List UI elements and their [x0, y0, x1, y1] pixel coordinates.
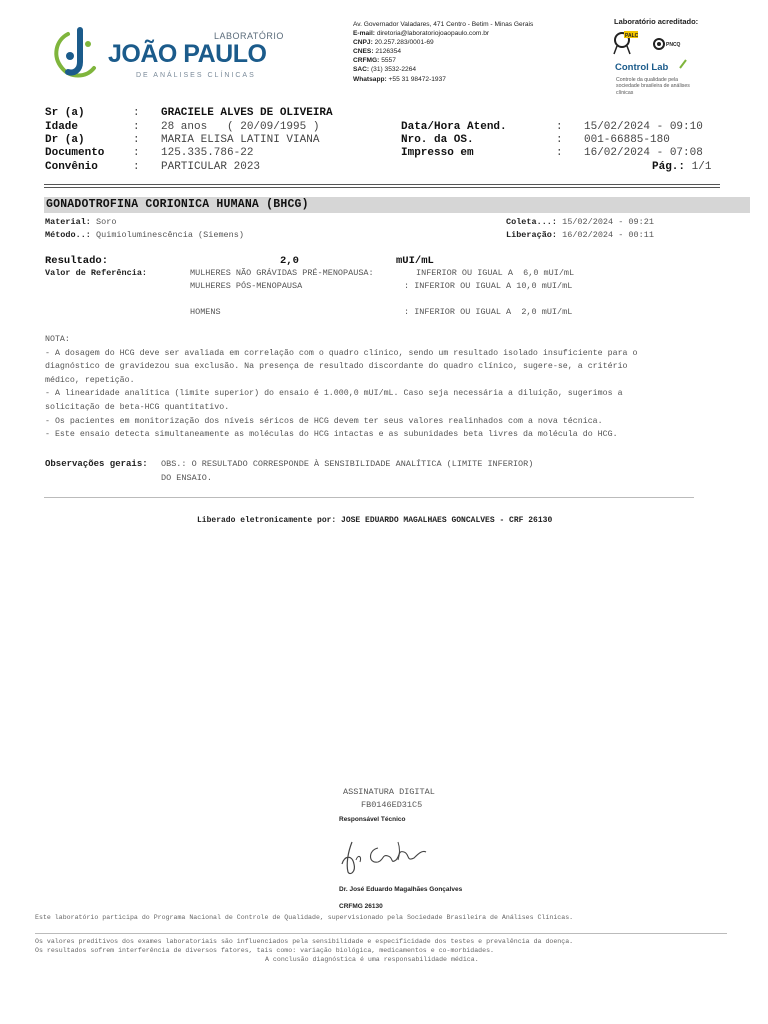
lab-cnes: 2126354	[375, 48, 402, 56]
disclaimer-line: Os valores preditivos dos exames laboratoriais são influenciados pela sensibilidade e especificidade dos testes e prevalência da doença.	[35, 938, 574, 945]
plan-name: PARTICULAR 2023	[161, 161, 261, 173]
observations-line: DO ENSAIO.	[161, 473, 213, 483]
digital-signature-label: ASSINATURA DIGITAL	[343, 787, 435, 797]
patient-name-label: Sr (a)	[45, 107, 85, 119]
responsible-crf: CRFMG 26130	[339, 903, 383, 910]
patient-age: 28 anos ( 20/09/1995 )	[161, 121, 320, 133]
method-value: Quimioluminescência (Siemens)	[96, 230, 244, 240]
release-value: 16/02/2024 - 00:11	[562, 230, 654, 240]
reference-value: INFERIOR OU IGUAL A 6,0 mUI/mL	[416, 268, 575, 278]
reference-label: Valor de Referência:	[45, 268, 148, 278]
accreditation-title: Laboratório acreditado:	[614, 17, 699, 26]
reference-group: MULHERES PÓS-MENOPAUSA	[190, 281, 303, 291]
result-value: 2,0	[280, 255, 299, 267]
document-label: Documento	[45, 147, 105, 159]
attendance-date: 15/02/2024 - 09:10	[584, 121, 703, 133]
disclaimer-line: Os resultados sofrem interferência de diversos fatores, tais como: variação biológica, medicamentos e co-morbidades.	[35, 947, 494, 954]
reference-value: : INFERIOR OU IGUAL A 2,0 mUI/mL	[404, 307, 573, 317]
reference-group: MULHERES NÃO GRÁVIDAS PRÉ-MENOPAUSA:	[190, 268, 374, 278]
handwritten-signature	[338, 834, 430, 878]
exam-notes: NOTA: - A dosagem do HCG deve ser avaliada em correlação com o quadro clínico, sendo um resultado isolado insuficiente para o diagnóstico de gravidezou sua exclusão. Na presença de resultado discordante do quadro clínico, sugere-se, a critério médico, repetição. - A linearidade analítica (limite superior) do ensaio é 1.000,0 mUI/mL. Caso seja necessária a diluição, sugerimos a solicitação de beta-HCG quantitativo. - Os pacientes em monitorização dos níveis séricos de HCG devem ter seus valores realinhados com a nova técnica. - Este ensaio detecta simultaneamente as moléculas do HCG intactas e as subunidades beta livres da molécula do HCG.	[45, 335, 638, 440]
logo-name: JOÃO PAULO	[108, 40, 267, 68]
patient-age-label: Idade	[45, 121, 79, 133]
digital-signature-code: FB0146ED31C5	[361, 800, 423, 810]
lab-contact: Av. Governador Valadares, 471 Centro - Betim - Minas Gerais E-mail: diretoria@laboratoriojoaopaulo.com.br CNPJ: 20.257.283/0001-69 CNES: 2126354 CRFMG: 5557 SAC: (31) 3532-2264 Whatsapp: +55 31 98472-1937	[353, 21, 534, 83]
attendance-date-label: Data/Hora Atend.	[401, 121, 507, 133]
lab-email: diretoria@laboratoriojoaopaulo.com.br	[376, 30, 490, 38]
lab-cnpj: 20.257.283/0001-69	[374, 39, 434, 47]
doctor-name: MARIA ELISA LATINI VIANA	[161, 134, 320, 146]
quality-program-note: Este laboratório participa do Programa Nacional de Controle de Qualidade, supervisionado pela Sociedade Brasileira de Análises Clínicas.	[35, 914, 574, 921]
responsible-name: Dr. José Eduardo Magalhães Gonçalves	[339, 886, 463, 893]
lab-crfmg: 5557	[381, 57, 396, 65]
svg-text:Control Lab: Control Lab	[615, 62, 669, 73]
header-divider	[44, 184, 720, 185]
os-number-label: Nro. da OS.	[401, 134, 474, 146]
plan-label: Convênio	[45, 161, 98, 173]
responsible-role: Responsável Técnico	[339, 816, 406, 823]
material-row: Material: Soro	[45, 217, 117, 227]
reference-value: : INFERIOR OU IGUAL A 10,0 mUI/mL	[404, 281, 573, 291]
collect-value: 15/02/2024 - 09:21	[562, 217, 654, 227]
patient-name: GRACIELE ALVES DE OLIVEIRA	[161, 107, 333, 119]
palc-badge-icon	[614, 31, 639, 54]
footer-divider	[35, 933, 727, 934]
logo-mark-icon	[56, 30, 94, 76]
lab-address: Av. Governador Valadares, 471 Centro - Betim - Minas Gerais	[353, 21, 534, 28]
observations-label: Observações gerais:	[45, 459, 148, 469]
material-value: Soro	[96, 217, 117, 227]
reference-group: HOMENS	[190, 307, 221, 317]
exam-title: GONADOTROFINA CORIONICA HUMANA (BHCG)	[46, 198, 309, 211]
observations-line: OBS.: O RESULTADO CORRESPONDE À SENSIBILIDADE ANALÍTICA (LIMITE INFERIOR)	[161, 459, 534, 469]
controllab-note: Controle da qualidade pela sociedade brasileira de análises clínicas	[616, 77, 690, 96]
pncq-badge-icon	[654, 39, 681, 49]
released-by: Liberado eletronicamente por: JOSE EDUARDO MAGALHAES GONCALVES - CRF 26130	[197, 516, 553, 525]
page-number: Pág.: 1/1	[652, 161, 712, 173]
document-number: 125.335.786-22	[161, 147, 254, 159]
results-divider	[44, 497, 694, 498]
lab-sac: (31) 3532-2264	[370, 66, 417, 74]
svg-text:PNCQ: PNCQ	[666, 42, 681, 48]
release-row: Liberação: 16/02/2024 - 00:11	[506, 230, 654, 240]
printed-at: 16/02/2024 - 07:08	[584, 147, 703, 159]
logo-subtitle: DE ANÁLISES CLÍNICAS	[136, 72, 256, 79]
result-label: Resultado:	[45, 255, 109, 267]
svg-text:PALC: PALC	[625, 33, 639, 39]
printed-at-label: Impresso em	[401, 147, 474, 159]
result-unit: mUI/mL	[396, 255, 434, 267]
logo-lab-word: LABORATÓRIO	[214, 31, 284, 41]
os-number: 001-66885-180	[584, 134, 670, 146]
disclaimer-line: A conclusão diagnóstica é uma responsabilidade médica.	[265, 956, 479, 963]
controllab-badge-icon	[615, 60, 686, 73]
doctor-label: Dr (a)	[45, 134, 85, 146]
collect-row: Coleta...: 15/02/2024 - 09:21	[506, 217, 654, 227]
method-row: Método..: Quimioluminescência (Siemens)	[45, 230, 244, 240]
lab-whatsapp: +55 31 98472-1937	[388, 75, 446, 83]
